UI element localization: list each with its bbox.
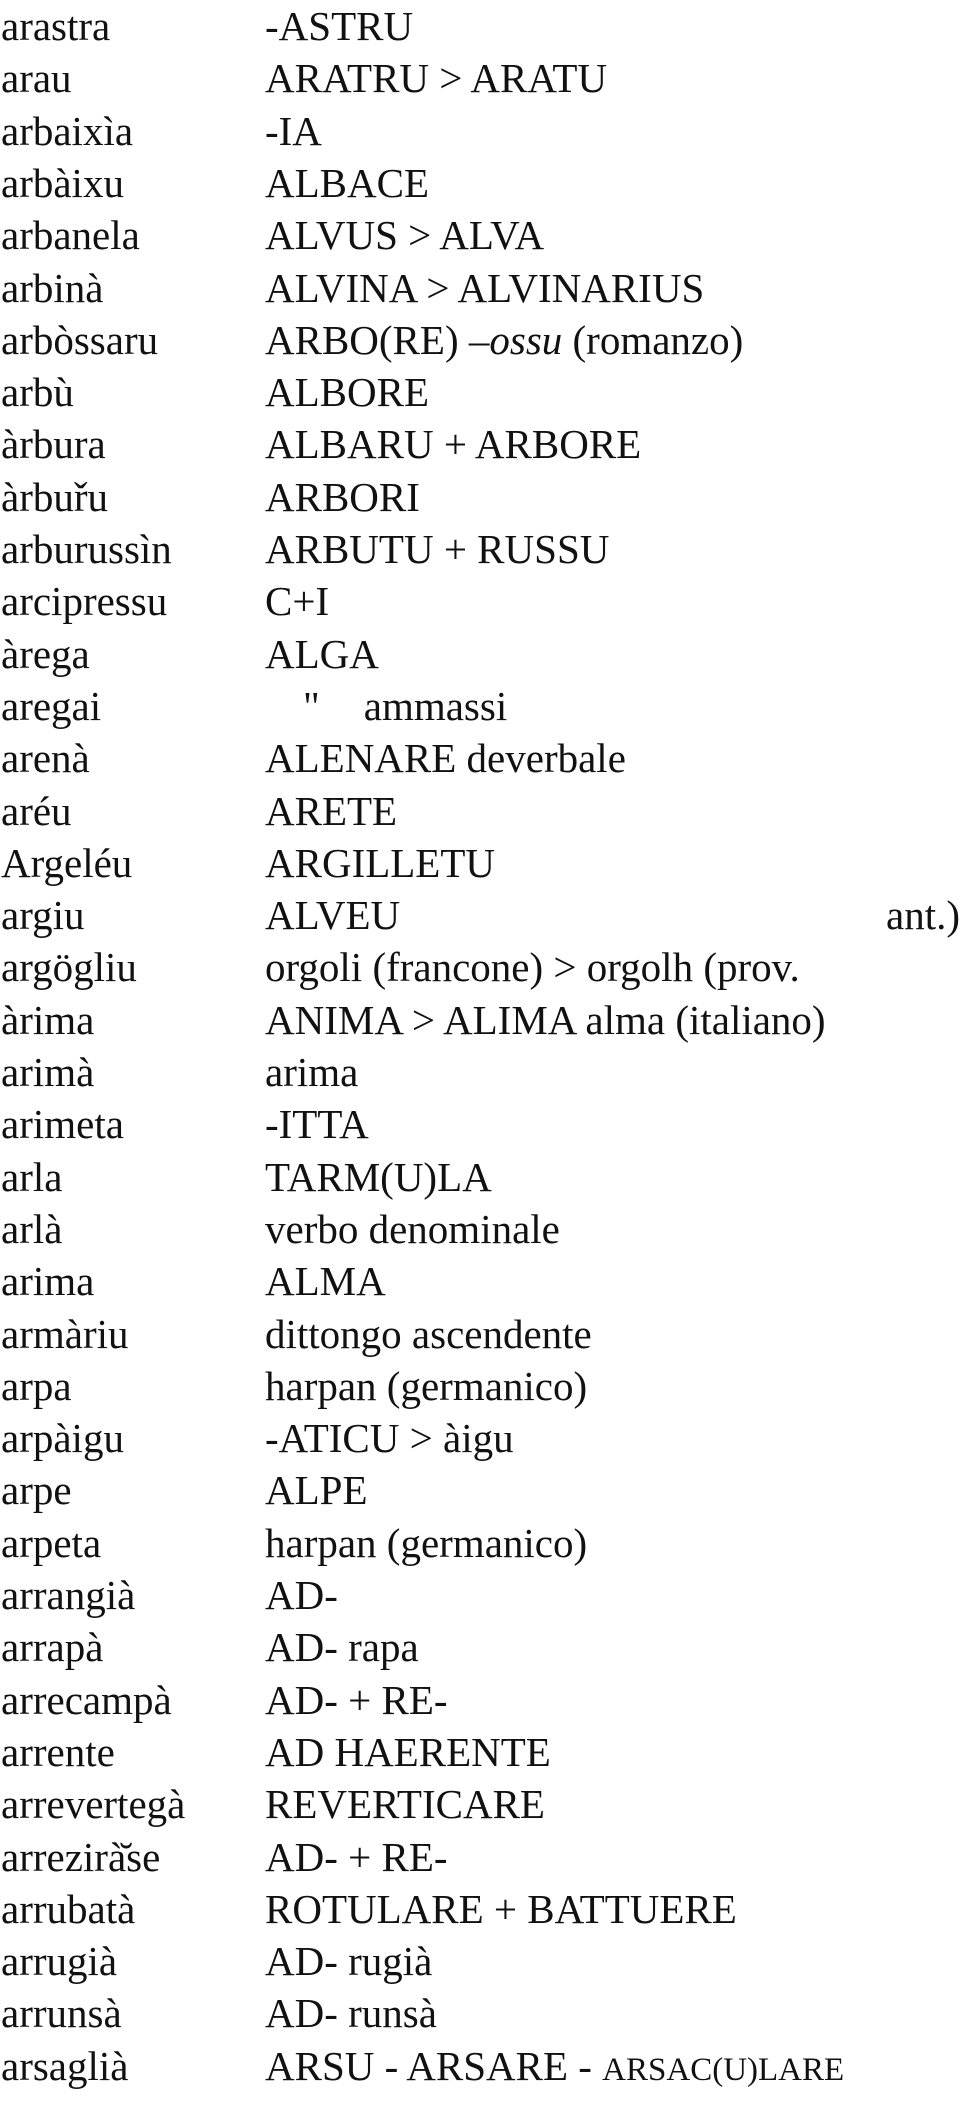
glossary-entry — [0, 471, 970, 523]
entry-etymology — [265, 105, 322, 157]
ditto-mark: " — [303, 682, 320, 729]
entry-term: arrecampà — [1, 1676, 172, 1723]
entry-term: arpeta — [1, 1519, 102, 1566]
entry-term: Argeléu — [1, 839, 133, 886]
entry-term: àrega — [1, 630, 90, 677]
entry-etymology — [265, 1987, 437, 2039]
entry-etymology — [265, 52, 607, 104]
glossary-entry — [0, 1935, 970, 1987]
etymology-text: ammassi — [363, 682, 508, 729]
entry-term: arbàixu — [1, 159, 124, 206]
entry-term: arbanela — [1, 212, 140, 259]
etymology-text: ARETE — [265, 787, 398, 834]
etymology-text: ALBORE — [265, 369, 429, 416]
etymology-text: ALBACE — [265, 159, 429, 206]
etymology-text: ALGA — [265, 630, 379, 677]
etymology-text: dittongo ascendente — [265, 1310, 592, 1357]
entry-etymology — [265, 1360, 587, 1412]
etymology-text: AD- rapa — [265, 1624, 419, 1671]
glossary-entry — [0, 889, 970, 941]
entry-term: arrubatà — [1, 1885, 136, 1932]
entry-term: arima — [1, 1258, 95, 1305]
etymology-text: -ITTA — [265, 1101, 369, 1148]
glossary-entry — [0, 837, 970, 889]
entry-etymology — [265, 680, 507, 732]
glossary-entry — [0, 1517, 970, 1569]
etymology-note: (romanzo) — [562, 316, 744, 363]
etymology-italic: –ossu — [468, 316, 563, 363]
glossary-entry — [0, 1360, 970, 1412]
entry-term: argiu — [1, 892, 85, 939]
entry-term: arrezirà̆se — [1, 1833, 161, 1880]
glossary-entry — [0, 575, 970, 627]
glossary-entry — [0, 1569, 970, 1621]
glossary-entry — [0, 732, 970, 784]
glossary-entry — [0, 262, 970, 314]
entry-etymology — [265, 1726, 551, 1778]
entry-term: arastra — [1, 3, 111, 49]
entry-term: arimeta — [1, 1101, 124, 1148]
glossary-entry — [0, 1987, 970, 2039]
entry-term: arimà — [1, 1049, 95, 1095]
entry-term: arrunsà — [1, 1990, 122, 2037]
etymology-text: ARATRU > ARATU — [265, 55, 608, 102]
glossary-entry — [0, 1255, 970, 1307]
glossary-entry — [0, 628, 970, 680]
entry-etymology — [265, 1255, 386, 1307]
glossary-entry — [0, 52, 970, 104]
etymology-text: C+I — [265, 578, 330, 625]
entry-etymology — [265, 1098, 369, 1150]
entry-term: arbù — [1, 369, 74, 416]
entry-etymology — [265, 1569, 338, 1621]
glossary-entry — [0, 0, 970, 52]
entry-etymology — [265, 1831, 448, 1883]
entry-etymology — [265, 1935, 432, 1987]
glossary-entry — [0, 1308, 970, 1360]
etymology-text: ARBORI — [265, 473, 420, 520]
entry-term: arrevertegà — [1, 1781, 186, 1828]
entry-term: arbinà — [1, 264, 104, 311]
glossary-entry — [0, 1674, 970, 1726]
etymology-text: -ASTRU — [265, 3, 414, 49]
entry-etymology — [265, 1308, 592, 1360]
etymology-text: verbo denominale — [265, 1205, 560, 1252]
etymology-text: harpan (germanico) — [265, 1519, 588, 1566]
entry-term: aregai — [1, 682, 102, 729]
entry-term: arla — [1, 1153, 63, 1200]
etymology-text: ALBARU + ARBORE — [265, 421, 642, 468]
entry-etymology — [265, 209, 544, 261]
entry-term: argögliu — [1, 944, 137, 991]
entry-etymology — [265, 523, 609, 575]
etymology-text: AD- + RE- — [265, 1833, 448, 1880]
glossary-entry — [0, 1412, 970, 1464]
glossary-entry — [0, 1151, 970, 1203]
entry-term: arpe — [1, 1467, 72, 1514]
entry-term: arcipressu — [1, 578, 168, 625]
entry-etymology — [265, 1151, 492, 1203]
etymology-text: REVERTICARE — [265, 1781, 545, 1828]
entry-term: arrente — [1, 1728, 115, 1775]
etymology-text: AD- rugià — [265, 1938, 433, 1985]
entry-etymology — [265, 1621, 419, 1673]
etymology-text: ANIMA > ALIMA alma (italiano) — [265, 996, 826, 1043]
entry-etymology — [265, 1883, 737, 1935]
entry-term: arau — [1, 55, 72, 102]
glossary-entry — [0, 209, 970, 261]
glossary-entry — [0, 105, 970, 157]
glossary-entry — [0, 1464, 970, 1516]
glossary-entry — [0, 366, 970, 418]
glossary-entry — [0, 1046, 970, 1098]
entry-term: arrangià — [1, 1572, 136, 1618]
glossary-entry — [0, 523, 970, 575]
entry-etymology — [265, 1674, 448, 1726]
entry-etymology — [265, 889, 400, 941]
entry-etymology — [265, 157, 429, 209]
glossary-entry — [0, 314, 970, 366]
entry-etymology — [265, 1203, 560, 1255]
etymology-text: ROTULARE + BATTUERE — [265, 1885, 737, 1932]
entry-etymology — [265, 628, 379, 680]
etymology-text: ALENARE deverbale — [265, 735, 626, 782]
glossary-entry — [0, 1726, 970, 1778]
entry-etymology — [265, 941, 800, 993]
entry-etymology — [265, 785, 397, 837]
glossary-entry — [0, 418, 970, 470]
glossary-entry — [0, 1621, 970, 1673]
etymology-text: ALMA — [265, 1258, 386, 1305]
entry-etymology — [265, 1412, 514, 1464]
entry-term: arbaixìa — [1, 107, 134, 154]
etymology-text: ALVUS > ALVA — [265, 212, 545, 259]
etymology-text: arima — [265, 1049, 359, 1095]
etymology-text: ALPE — [265, 1467, 368, 1514]
etymology-text: AD- + RE- — [265, 1676, 448, 1723]
etymology-text: ALVEU — [265, 892, 401, 939]
etymology-text: orgoli (francone) > orgolh (prov. — [265, 944, 800, 991]
etymology-text: -ATICU > àigu — [265, 1415, 514, 1462]
etymology-text: ALVINA > ALVINARIUS — [265, 264, 705, 311]
entry-etymology — [265, 994, 826, 1046]
glossary-entry — [0, 157, 970, 209]
entry-etymology — [265, 837, 495, 889]
etymology-text: ARBO(RE) — [265, 316, 469, 363]
entry-term: arburussìn — [1, 526, 172, 572]
glossary-entry — [0, 941, 970, 993]
entry-etymology — [265, 0, 413, 52]
entry-etymology — [265, 2040, 844, 2096]
etymology-text: AD- runsà — [265, 1990, 437, 2037]
etymology-text: AD HAERENTE — [265, 1728, 551, 1775]
glossary-entry — [0, 1098, 970, 1150]
entry-term: arsaglià — [1, 2042, 129, 2089]
entry-etymology — [265, 1464, 368, 1516]
entry-tail-note: ant.) — [886, 892, 960, 939]
entry-etymology — [265, 1778, 545, 1830]
entry-term: àrbura — [1, 421, 106, 468]
entry-term: arrapà — [1, 1624, 104, 1671]
entry-term: arlà — [1, 1205, 63, 1252]
entry-term: armàriu — [1, 1310, 129, 1357]
etymology-text: harpan (germanico) — [265, 1362, 588, 1409]
entry-term: arpa — [1, 1362, 72, 1409]
etymology-text: AD- — [265, 1572, 338, 1618]
glossary-entry — [0, 1883, 970, 1935]
entry-etymology — [265, 262, 704, 314]
entry-etymology — [265, 575, 329, 627]
entry-term: aréu — [1, 787, 72, 834]
etymology-smallcaps: ARSAC(U)LARE — [602, 2051, 845, 2088]
entry-etymology — [265, 1046, 358, 1098]
etymology-text: ARGILLETU — [265, 839, 496, 886]
entry-etymology — [265, 1517, 587, 1569]
entry-term: arpàigu — [1, 1415, 124, 1462]
entry-term: arenà — [1, 735, 90, 782]
glossary-entry — [0, 785, 970, 837]
entry-term: arbòssaru — [1, 316, 159, 363]
entry-etymology — [265, 732, 626, 784]
glossary-entry — [0, 1203, 970, 1255]
entry-etymology — [265, 314, 743, 366]
entry-term: arrugià — [1, 1938, 118, 1985]
entry-etymology — [265, 471, 420, 523]
entry-etymology — [265, 418, 641, 470]
entry-term: àrbuřu — [1, 473, 109, 520]
glossary-entry — [0, 1778, 970, 1830]
glossary-entry — [0, 994, 970, 1046]
etymology-text: TARM(U)LA — [265, 1153, 492, 1200]
entry-term: àrima — [1, 996, 95, 1043]
entry-etymology — [265, 366, 429, 418]
etymology-text: -IA — [265, 107, 322, 154]
glossary-entry — [0, 1831, 970, 1883]
glossary-entry — [0, 680, 970, 732]
etymology-text: ARBUTU + RUSSU — [265, 526, 610, 572]
glossary-entry — [0, 2040, 970, 2092]
etymology-text: ARSU - ARSARE - — [265, 2042, 603, 2089]
